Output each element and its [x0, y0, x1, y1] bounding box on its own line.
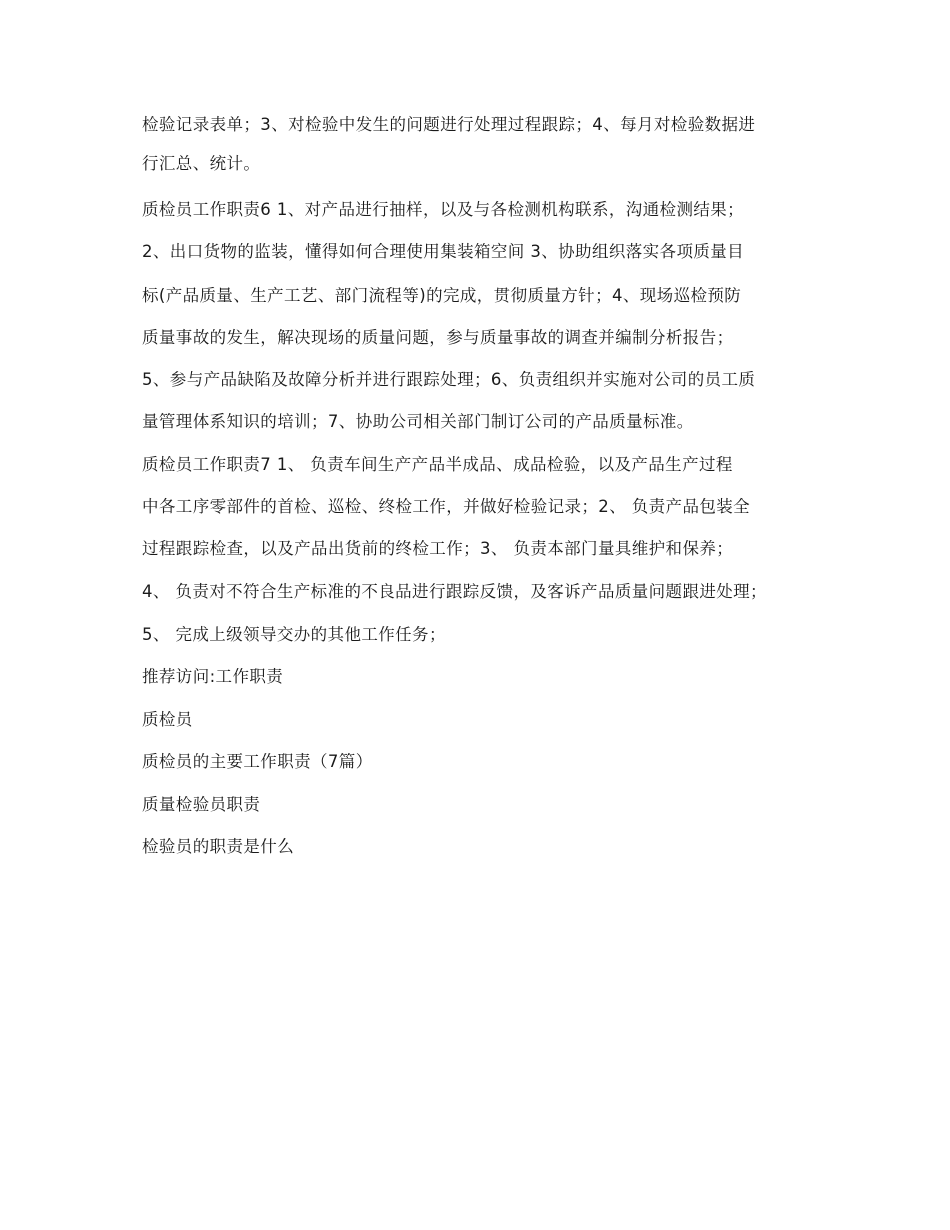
body-text-line: 行汇总、统计。 [142, 154, 261, 173]
recommend-link[interactable]: 质检员 [142, 710, 193, 729]
recommend-link[interactable]: 质检员的主要工作职责（7篇） [142, 752, 373, 771]
body-text-line: 5、 完成上级领导交办的其他工作任务； [142, 625, 446, 644]
body-text-line: 量管理体系知识的培训；7、协助公司相关部门制订公司的产品质量标准。 [142, 412, 694, 431]
body-text-line: 中各工序零部件的首检、巡检、终检工作，并做好检验记录；2、 负责产品包装全 [142, 497, 751, 516]
recommend-heading: 推荐访问:工作职责 [142, 667, 284, 686]
recommend-link[interactable]: 检验员的职责是什么 [142, 837, 295, 856]
body-text-line: 4、 负责对不符合生产标准的不良品进行跟踪反馈，及客诉产品质量问题跟进处理； [142, 582, 767, 601]
body-text-line: 质检员工作职责7 1、 负责车间生产产品半成品、成品检验，以及产品生产过程 [142, 455, 733, 474]
body-text-line: 5、参与产品缺陷及故障分析并进行跟踪处理；6、负责组织并实施对公司的员工质 [142, 370, 756, 389]
body-text-line: 检验记录表单；3、对检验中发生的问题进行处理过程跟踪；4、每月对检验数据进 [142, 115, 756, 134]
body-text-line: 标(产品质量、生产工艺、部门流程等)的完成，贯彻质量方针；4、现场巡检预防 [142, 286, 742, 305]
recommend-link[interactable]: 质量检验员职责 [142, 795, 261, 814]
body-text-line: 质量事故的发生，解决现场的质量问题，参与质量事故的调查并编制分析报告； [142, 328, 734, 347]
body-text-line: 质检员工作职责6 1、对产品进行抽样，以及与各检测机构联系，沟通检测结果； [142, 200, 745, 219]
body-text-line: 过程跟踪检查，以及产品出货前的终检工作；3、 负责本部门量具维护和保养； [142, 539, 734, 558]
body-text-line: 2、出口货物的监装，懂得如何合理使用集装箱空间 3、协助组织落实各项质量目 [142, 242, 745, 261]
